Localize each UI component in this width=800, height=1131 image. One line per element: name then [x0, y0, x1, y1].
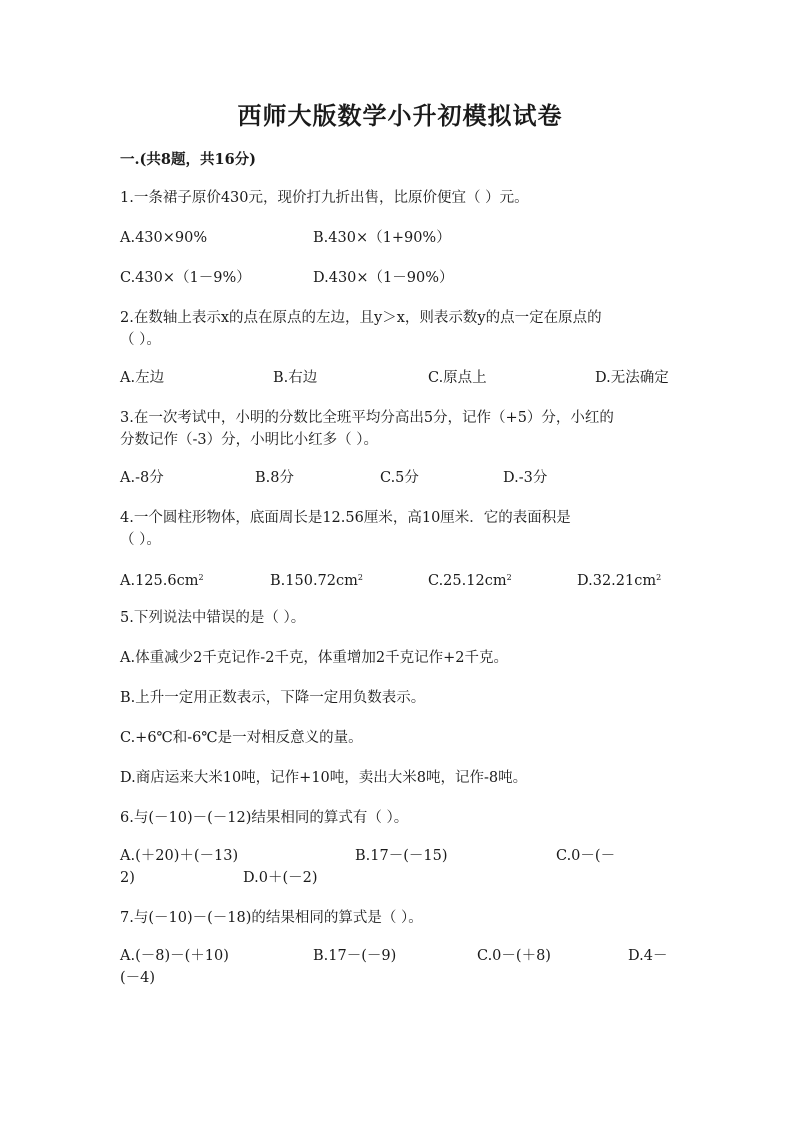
- q4-option-c: [428, 568, 512, 591]
- q5-option-d: D.商店运来大米10吨，记作+10吨，卖出大米8吨，记作-8吨。: [120, 770, 528, 786]
- question-2-stem-line2: （ ）。: [120, 332, 161, 348]
- q4-option-a-text: A.125.6cm: [120, 573, 199, 589]
- q7-option-a: A.(－8)－(＋10): [120, 948, 229, 964]
- question-4-stem-line1: 4.一个圆柱形物体，底面周长是12.56厘米，高10厘米．它的表面积是: [120, 510, 571, 526]
- section-heading: 一.(共8题，共16分): [120, 151, 257, 168]
- question-5-stem: 5.下列说法中错误的是（ ）。: [120, 610, 306, 626]
- q1-option-b: B.430×（1+90%）: [313, 230, 451, 246]
- q6-option-d: D.0＋(－2): [243, 870, 318, 886]
- q1-option-d: D.430×（1－90%）: [313, 270, 454, 286]
- question-1-stem: 1.一条裙子原价430元，现价打九折出售，比原价便宜（ ）元。: [120, 190, 529, 206]
- q2-option-a: A.左边: [120, 370, 165, 386]
- q7-option-b: B.17－(－9): [313, 948, 397, 964]
- q3-option-d: D.-3分: [503, 470, 548, 486]
- q6-option-c-line1: C.0－(－: [556, 848, 616, 864]
- q4-option-b-sup: 2: [357, 573, 363, 582]
- q6-option-a: A.(＋20)＋(－13): [120, 848, 239, 864]
- q1-option-c: C.430×（1－9%）: [120, 270, 251, 286]
- q6-option-b: B.17－(－15): [355, 848, 448, 864]
- question-3-stem-line2: 分数记作（-3）分，小明比小红多（ ）。: [120, 432, 378, 448]
- question-7-stem: 7.与(－10)－(－18)的结果相同的算式是（ ）。: [120, 910, 423, 926]
- question-3-stem-line1: 3.在一次考试中，小明的分数比全班平均分高出5分，记作（+5）分，小红的: [120, 410, 614, 426]
- q7-option-d-line1: D.4－: [628, 948, 668, 964]
- q4-option-a: [120, 568, 204, 591]
- q7-option-d-line2: (－4): [120, 970, 156, 986]
- q4-option-c-sup: 2: [506, 573, 512, 582]
- q7-option-c: C.0－(＋8): [477, 948, 551, 964]
- question-2-stem-line1: 2.在数轴上表示x的点在原点的左边，且y＞x，则表示数y的点一定在原点的: [120, 310, 602, 326]
- q4-option-a-sup: 2: [198, 573, 204, 582]
- q3-option-c: C.5分: [380, 470, 419, 486]
- q4-option-b: [270, 568, 363, 591]
- q1-option-a: A.430×90%: [120, 230, 208, 246]
- q5-option-b: B.上升一定用正数表示，下降一定用负数表示。: [120, 690, 426, 706]
- q5-option-a: A.体重减少2千克记作-2千克，体重增加2千克记作+2千克。: [120, 650, 509, 666]
- q3-option-a: A.-8分: [120, 470, 164, 486]
- q2-option-c: C.原点上: [428, 370, 487, 386]
- q2-option-b: B.右边: [273, 370, 318, 386]
- q4-option-d-text: D.32.21cm: [577, 573, 657, 589]
- q6-option-c-line2: 2): [120, 870, 135, 886]
- q5-option-c: C.+6℃和-6℃是一对相反意义的量。: [120, 730, 363, 746]
- q3-option-b: B.8分: [255, 470, 294, 486]
- q4-option-c-text: C.25.12cm: [428, 573, 507, 589]
- question-4-stem-line2: （ ）。: [120, 532, 161, 548]
- q2-option-d: D.无法确定: [595, 370, 669, 386]
- q4-option-d-sup: 2: [656, 573, 662, 582]
- q4-option-b-text: B.150.72cm: [270, 573, 358, 589]
- page-title: 西师大版数学小升初模拟试卷: [237, 101, 563, 130]
- q4-option-d: [577, 568, 661, 591]
- question-6-stem: 6.与(－10)－(－12)结果相同的算式有（ ）。: [120, 810, 409, 826]
